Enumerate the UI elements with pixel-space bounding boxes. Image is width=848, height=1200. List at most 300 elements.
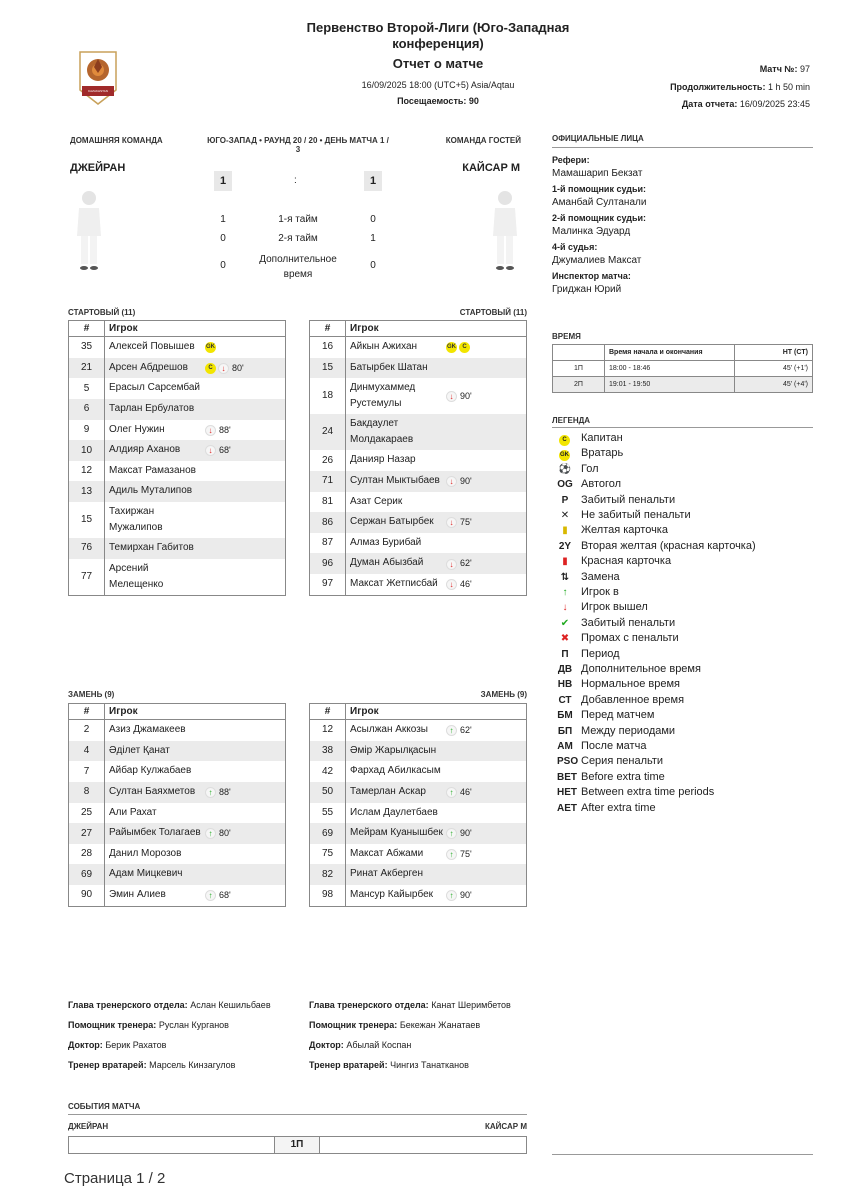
legend-symbol-icon: P xyxy=(561,494,569,506)
player-number: 25 xyxy=(69,803,105,824)
away-team-label: КОМАНДА ГОСТЕЙ xyxy=(445,136,521,145)
sub-minute: 75' xyxy=(460,517,472,528)
player-number: 6 xyxy=(69,399,105,420)
report-title: Первенство Второй-Лиги (Юго-Западная конференция) xyxy=(306,20,570,51)
legend-item xyxy=(557,631,679,646)
player-badges xyxy=(446,887,472,903)
player-name: Олег Нужин xyxy=(109,423,165,435)
away-subs-table xyxy=(309,703,527,907)
events-heading: СОБЫТИЯ МАТЧА xyxy=(68,1102,141,1111)
player-row xyxy=(69,864,286,885)
col-player: Игрок xyxy=(105,321,286,337)
staff-name: Бекежан Жанатаев xyxy=(399,1020,481,1030)
league-logo xyxy=(76,50,120,106)
sub-minute: 62' xyxy=(460,558,472,569)
home-staff xyxy=(68,1000,271,1080)
player-name: Эмин Алиев xyxy=(109,889,166,901)
player-name: Данил Морозов xyxy=(109,847,182,859)
report-date: Дата отчета: 16/09/2025 23:45 xyxy=(681,99,810,109)
period1-away: 0 xyxy=(370,214,376,225)
player-name: Максат Жетписбай xyxy=(350,578,438,590)
player-out-icon: ↓ xyxy=(218,363,229,374)
player-row xyxy=(69,399,286,420)
player-number: 9 xyxy=(69,420,105,441)
player-name: Темирхан Габитов xyxy=(109,542,194,554)
player-badges xyxy=(446,339,472,355)
player-out-icon: ↓ xyxy=(205,425,216,436)
sub-minute: 88' xyxy=(219,786,231,797)
player-name: Султан Баяхметов xyxy=(109,785,196,797)
legend-text: Красная карточка xyxy=(581,555,672,568)
officials-divider xyxy=(552,147,813,148)
footer-divider xyxy=(552,1154,813,1155)
player-badges xyxy=(205,784,231,800)
page-indicator: Страница 1 / 2 xyxy=(64,1170,166,1187)
player-name: Азат Серик xyxy=(350,495,403,507)
sub-minute: 75' xyxy=(460,848,472,859)
legend-item xyxy=(557,431,623,446)
player-row xyxy=(69,337,286,358)
legend-text: Before extra time xyxy=(581,770,665,783)
player-row xyxy=(310,378,527,414)
player-number: 10 xyxy=(69,440,105,461)
player-cell xyxy=(105,761,286,782)
legend-item xyxy=(557,677,680,692)
sub-minute: 88' xyxy=(219,424,231,435)
player-cell xyxy=(346,720,527,741)
legend-symbol-icon: C xyxy=(559,435,570,446)
player-row xyxy=(310,864,527,885)
legend-text: Не забитый пенальти xyxy=(581,509,691,521)
goalkeeper-badge-icon: GK xyxy=(446,342,457,353)
player-in-icon: ↑ xyxy=(446,849,457,860)
legend-symbol-icon: БМ xyxy=(557,710,573,722)
player-number: 24 xyxy=(310,414,346,450)
official-entry xyxy=(552,271,813,295)
sub-minute: 80' xyxy=(219,828,231,839)
player-row xyxy=(310,512,527,533)
col-number: # xyxy=(69,321,105,337)
table-header-row xyxy=(310,704,527,720)
player-row xyxy=(69,720,286,741)
sub-minute: 80' xyxy=(232,362,244,373)
player-out-icon: ↓ xyxy=(446,476,457,487)
legend-item xyxy=(557,801,656,816)
player-cell xyxy=(346,864,527,885)
player-row xyxy=(69,803,286,824)
player-row xyxy=(69,782,286,803)
player-name: Максат Абжами xyxy=(350,847,424,859)
player-number: 96 xyxy=(310,553,346,574)
player-name: Фархад Абилкасым xyxy=(350,765,441,777)
legend-item xyxy=(557,724,675,739)
player-name: Райымбек Толагаев xyxy=(109,827,201,839)
player-out-icon: ↓ xyxy=(446,517,457,528)
staff-name: Аслан Кешильбаев xyxy=(190,1000,271,1010)
official-name: Джумалиев Максат xyxy=(552,255,642,266)
time-heading: ВРЕМЯ xyxy=(552,332,581,341)
staff-role: Доктор: xyxy=(309,1040,344,1050)
time-col-period xyxy=(553,345,605,361)
player-badges xyxy=(446,514,472,530)
player-cell xyxy=(105,461,286,482)
sub-minute: 90' xyxy=(460,890,472,901)
legend-symbol-icon: ДВ xyxy=(557,664,573,675)
player-row xyxy=(69,823,286,844)
player-in-icon: ↑ xyxy=(205,890,216,901)
player-row xyxy=(310,761,527,782)
player-name: Адам Мицкевич xyxy=(109,868,183,880)
player-number: 8 xyxy=(69,782,105,803)
player-name: Данияр Назар xyxy=(350,454,416,466)
player-cell xyxy=(346,574,527,595)
player-name: Алмаз Бурибай xyxy=(350,536,422,548)
sub-minute: 46' xyxy=(460,786,472,797)
player-badges xyxy=(205,339,218,355)
legend-item xyxy=(557,585,619,600)
player-out-icon: ↓ xyxy=(205,445,216,456)
legend-item xyxy=(557,554,671,569)
player-row xyxy=(69,358,286,379)
legend-item xyxy=(557,708,654,723)
player-name: Тамерлан Аскар xyxy=(350,785,426,797)
player-cell xyxy=(105,399,286,420)
events-divider xyxy=(68,1114,527,1115)
player-name: Ислам Даулетбаев xyxy=(350,806,438,818)
legend-symbol-icon: НВ xyxy=(557,679,573,691)
report-subtitle: Отчет о матче xyxy=(392,56,484,71)
player-cell xyxy=(346,337,527,358)
period1-label: 1-я тайм xyxy=(278,214,318,225)
col-player: Игрок xyxy=(346,321,527,337)
staff-name: Абылай Коспан xyxy=(346,1040,412,1050)
player-name: Ринат Акберген xyxy=(350,868,423,880)
staff-name: Берик Рахатов xyxy=(105,1040,167,1050)
player-number: 35 xyxy=(69,337,105,358)
player-name: Динмухаммед Рустемулы xyxy=(350,382,416,410)
player-number: 69 xyxy=(69,864,105,885)
player-cell xyxy=(346,414,527,450)
legend-text: Замена xyxy=(581,570,620,583)
legend-item xyxy=(557,493,675,508)
goalkeeper-badge-icon: GK xyxy=(205,342,216,353)
player-in-icon: ↑ xyxy=(446,828,457,839)
player-out-icon: ↓ xyxy=(446,391,457,402)
player-number: 27 xyxy=(69,823,105,844)
time-row: 1П 18:00 - 18:46 45' (+1') xyxy=(553,361,813,377)
staff-role: Глава тренерского отдела: xyxy=(309,1000,429,1010)
player-in-icon: ↑ xyxy=(446,890,457,901)
legend-symbol-icon: AET xyxy=(557,802,577,814)
home-team-name: ДЖЕЙРАН xyxy=(70,162,126,174)
home-subs-table xyxy=(68,703,286,907)
match-duration: Продолжительность: 1 h 50 min xyxy=(670,82,810,92)
player-cell xyxy=(346,450,527,471)
player-name: Адиль Муталипов xyxy=(109,485,193,497)
legend-text: Дополнительное время xyxy=(581,663,701,675)
player-cell xyxy=(105,844,286,865)
legend-symbol-icon: ↓ xyxy=(562,602,568,614)
legend-text: Between extra time periods xyxy=(581,786,715,799)
away-starting-heading: СТАРТОВЫЙ (11) xyxy=(459,308,527,317)
home-team-label: ДОМАШНЯЯ КОМАНДА xyxy=(70,136,163,145)
period2-away: 1 xyxy=(370,233,376,244)
staff-name: Канат Шеримбетов xyxy=(431,1000,511,1010)
player-cell xyxy=(105,502,286,538)
legend-item xyxy=(557,477,621,492)
player-in-icon: ↑ xyxy=(446,725,457,736)
player-badges xyxy=(205,825,231,841)
player-cell xyxy=(346,533,527,554)
player-cell xyxy=(105,559,286,596)
player-cell xyxy=(346,844,527,865)
player-name: Султан Мыктыбаев xyxy=(350,474,440,486)
sub-minute: 90' xyxy=(460,391,472,402)
staff-entry xyxy=(309,1060,511,1080)
player-cell xyxy=(105,803,286,824)
player-cell xyxy=(105,720,286,741)
events-home-team: ДЖЕЙРАН xyxy=(68,1122,109,1131)
player-number: 7 xyxy=(69,761,105,782)
player-number: 71 xyxy=(310,471,346,492)
player-number: 26 xyxy=(310,450,346,471)
legend-symbol-icon: ↑ xyxy=(562,587,568,598)
legend-text: Желтая карточка xyxy=(581,524,668,537)
player-cell xyxy=(346,782,527,803)
away-starting-table xyxy=(309,320,527,596)
player-number: 86 xyxy=(310,512,346,533)
player-row xyxy=(310,553,527,574)
legend-text: Вратарь xyxy=(581,447,624,460)
legend-item xyxy=(557,785,714,800)
player-number: 76 xyxy=(69,538,105,559)
player-number: 2 xyxy=(69,720,105,741)
legend-divider xyxy=(552,427,813,428)
player-row xyxy=(69,741,286,762)
player-row xyxy=(69,761,286,782)
officials-heading: ОФИЦИАЛЬНЫЕ ЛИЦА xyxy=(552,134,644,143)
player-row xyxy=(310,720,527,741)
player-row xyxy=(69,844,286,865)
legend-item xyxy=(557,446,623,461)
player-number: 42 xyxy=(310,761,346,782)
player-number: 28 xyxy=(69,844,105,865)
legend-text: Капитан xyxy=(581,432,623,444)
player-name: Арсен Абдрешов xyxy=(109,361,188,373)
player-row xyxy=(310,823,527,844)
player-name: Мейрам Куанышбек xyxy=(350,827,443,839)
player-badges xyxy=(446,722,472,738)
player-number: 21 xyxy=(69,358,105,379)
player-badges xyxy=(446,388,472,404)
player-cell xyxy=(346,823,527,844)
player-number: 77 xyxy=(69,559,105,596)
home-starting-heading: СТАРТОВЫЙ (11) xyxy=(68,308,136,317)
player-row xyxy=(310,844,527,865)
period2-label: 2-я тайм xyxy=(278,233,318,244)
col-number: # xyxy=(310,321,346,337)
player-row xyxy=(69,461,286,482)
sub-minute: 68' xyxy=(219,445,231,456)
player-cell xyxy=(346,553,527,574)
player-row xyxy=(69,420,286,441)
staff-entry xyxy=(309,1020,511,1040)
legend-item xyxy=(557,770,665,785)
match-datetime: 16/09/2025 18:00 (UTC+5) Asia/Aqtau xyxy=(361,80,515,90)
legend-item xyxy=(557,662,701,677)
time-col-range: Время начала и окончания xyxy=(605,345,735,361)
sub-minute: 46' xyxy=(460,579,472,590)
player-row xyxy=(310,803,527,824)
player-cell xyxy=(105,378,286,399)
player-name: Әділет Қанат xyxy=(109,744,170,756)
legend-symbol-icon: СТ xyxy=(558,694,572,706)
player-in-icon: ↑ xyxy=(205,787,216,798)
official-entry xyxy=(552,213,813,237)
legend-text: Игрок вышел xyxy=(581,601,648,614)
player-number: 81 xyxy=(310,492,346,513)
player-cell xyxy=(105,538,286,559)
table-header-row xyxy=(69,321,286,337)
legend-text: Гол xyxy=(581,462,599,475)
player-row xyxy=(69,502,286,538)
player-badges xyxy=(446,825,472,841)
player-cell xyxy=(105,885,286,906)
col-player: Игрок xyxy=(346,704,527,720)
legend-text: After extra time xyxy=(581,801,656,814)
player-badges xyxy=(446,473,472,489)
player-cell xyxy=(105,782,286,803)
player-name: Әмір Жарылқасын xyxy=(350,744,437,756)
svg-text:KAZAKHSTAN: KAZAKHSTAN xyxy=(88,89,108,93)
staff-name: Руслан Курганов xyxy=(158,1020,229,1030)
events-away-team: КАЙСАР М xyxy=(485,1122,527,1131)
player-cell xyxy=(105,358,286,379)
player-row xyxy=(310,741,527,762)
col-number: # xyxy=(69,704,105,720)
legend-symbol-icon: 2Y xyxy=(558,540,572,552)
legend-text: Забитый пенальти xyxy=(581,616,676,629)
legend-symbol-icon: П xyxy=(561,648,569,660)
player-cell xyxy=(346,471,527,492)
staff-entry xyxy=(309,1040,511,1060)
legend-text: После матча xyxy=(581,740,647,752)
official-role: Рефери: xyxy=(552,155,590,165)
legend-symbol-icon: GK xyxy=(559,450,570,461)
extra-home: 0 xyxy=(220,260,226,271)
staff-role: Глава тренерского отдела: xyxy=(68,1000,188,1010)
staff-role: Доктор: xyxy=(68,1040,103,1050)
legend-item xyxy=(557,600,648,615)
legend-symbol-icon: ✕ xyxy=(560,510,570,521)
player-number: 82 xyxy=(310,864,346,885)
legend-item xyxy=(557,647,620,662)
legend-symbol-icon: ⚽ xyxy=(558,463,572,475)
player-name: Тахиржан Мужалипов xyxy=(109,506,163,534)
player-row xyxy=(69,440,286,461)
player-number: 12 xyxy=(310,720,346,741)
player-name: Мансур Кайырбек xyxy=(350,889,434,901)
legend-item xyxy=(557,462,599,477)
player-row xyxy=(310,492,527,513)
legend-symbol-icon: ▮ xyxy=(562,556,568,568)
legend-text: Серия пенальти xyxy=(581,755,664,768)
player-number: 5 xyxy=(69,378,105,399)
player-name: Асылжан Аккозы xyxy=(350,724,428,735)
legend-text: Автогол xyxy=(581,478,622,491)
official-name: Аманбай Султанали xyxy=(552,197,647,208)
player-cell xyxy=(346,803,527,824)
player-number: 18 xyxy=(310,378,346,414)
round-info: ЮГО-ЗАПАД • РАУНД 20 / 20 • ДЕНЬ МАТЧА 1 / 3 xyxy=(207,136,389,154)
player-cell xyxy=(105,864,286,885)
home-starting-table xyxy=(68,320,286,596)
legend-symbol-icon: ⇅ xyxy=(560,571,570,583)
period2-home: 0 xyxy=(220,233,226,244)
player-number: 16 xyxy=(310,337,346,358)
extra-label: Дополнительное время xyxy=(259,254,337,280)
legend-text: Игрок в xyxy=(581,586,619,598)
player-name: Айбар Кулжабаев xyxy=(109,765,192,777)
staff-name: Чингиз Танатканов xyxy=(390,1060,469,1070)
home-jersey-icon xyxy=(72,184,106,274)
player-name: Алексей Повышев xyxy=(109,341,195,352)
staff-role: Тренер вратарей: xyxy=(68,1060,147,1070)
player-cell xyxy=(346,761,527,782)
player-cell xyxy=(346,358,527,379)
staff-entry xyxy=(309,1000,511,1020)
legend-text: Нормальное время xyxy=(581,678,680,691)
time-col-ht: HT (CT) xyxy=(735,345,813,361)
player-row xyxy=(69,538,286,559)
legend-symbol-icon: ▮ xyxy=(562,525,568,537)
legend-item xyxy=(557,693,684,708)
legend-text: Период xyxy=(581,647,620,660)
player-row xyxy=(310,358,527,379)
player-badges xyxy=(446,846,472,862)
legend-item xyxy=(557,739,646,754)
legend-text: Добавленное время xyxy=(581,693,685,706)
captain-badge-icon: C xyxy=(205,363,216,374)
away-staff xyxy=(309,1000,511,1080)
player-row xyxy=(310,471,527,492)
player-cell xyxy=(346,741,527,762)
staff-entry xyxy=(68,1020,271,1040)
player-cell xyxy=(346,885,527,906)
legend-symbol-icon: BET xyxy=(557,771,577,783)
legend-symbol-icon: ✖ xyxy=(560,633,570,645)
player-row xyxy=(310,337,527,358)
player-number: 87 xyxy=(310,533,346,554)
table-header-row xyxy=(310,321,527,337)
player-row xyxy=(69,559,286,596)
player-badges xyxy=(446,784,472,800)
match-number: Матч №: 97 xyxy=(759,64,810,74)
player-number: 12 xyxy=(69,461,105,482)
away-subs-heading: ЗАМЕНЬ (9) xyxy=(480,690,527,699)
player-badges xyxy=(446,555,472,571)
player-badges xyxy=(446,576,472,592)
home-subs-heading: ЗАМЕНЬ (9) xyxy=(68,690,115,699)
player-name: Батырбек Шатан xyxy=(350,361,428,373)
player-cell xyxy=(105,481,286,502)
time-table xyxy=(552,344,813,393)
player-row xyxy=(310,414,527,450)
player-number: 75 xyxy=(310,844,346,865)
player-name: Али Рахат xyxy=(109,806,157,818)
player-number: 55 xyxy=(310,803,346,824)
period1-home: 1 xyxy=(220,214,226,225)
